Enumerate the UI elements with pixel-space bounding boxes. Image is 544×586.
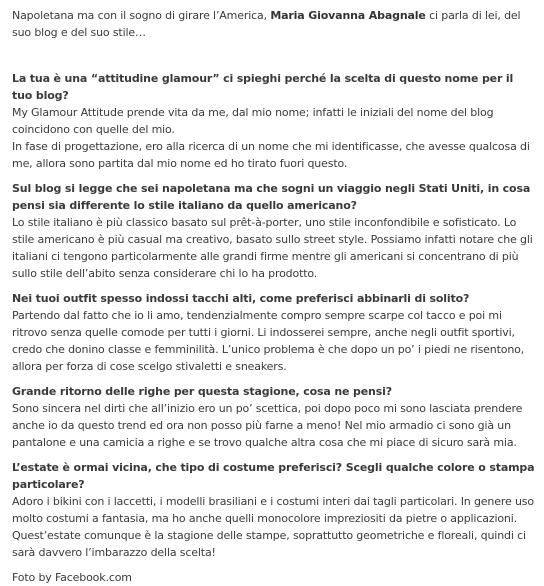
answer-1-paragraph-1: My Glamour Attitude prende vita da me, dal mio nome; infatti le iniziali del nome del blog coincidono con quelle del mio. bbox=[12, 106, 494, 136]
answer-5 bbox=[12, 493, 536, 561]
qa-block-3 bbox=[12, 290, 536, 375]
answer-4 bbox=[12, 400, 536, 451]
intro-text-before: Napoletana ma con il sogno di girare l’America, bbox=[12, 9, 271, 22]
question-1: La tua è una “attitudine glamour” ci spieghi perché la scelta di questo nome per il tuo blog? bbox=[12, 72, 514, 102]
answer-3 bbox=[12, 307, 536, 375]
question-5: L’estate è ormai vicina, che tipo di costume preferisci? Scegli qualche colore o stampa particolare? bbox=[12, 461, 535, 491]
question-4: Grande ritorno delle righe per questa stagione, cosa ne pensi? bbox=[12, 385, 392, 398]
photo-credit: Foto by Facebook.com bbox=[12, 571, 132, 584]
answer-3-paragraph-1: Partendo dal fatto che io li amo, tendenzialmente compro sempre scarpe col tacco e poi mi ritrovo senza quelle comode per tutti i giorni. Li indosserei sempre, anche negli outfit sportivi, credo che donino classe e femminilità. L’unico problema è che dopo un po’ i piedi ne risentono, allora per forza di cose scelgo stivaletti e sneakers. bbox=[12, 309, 525, 373]
article-intro bbox=[12, 7, 536, 41]
answer-1-paragraph-2: In fase di progettazione, ero alla ricerca di un nome che mi identificasse, che avesse qualcosa di me, allora sono partita dal mio nome ed ho tirato fuori questo. bbox=[12, 140, 530, 170]
answer-2-paragraph-1: Lo stile italiano è più classico basato sul prêt-à-porter, uno stile inconfondibile e sofisticato. Lo stile americano è più casual ma creativo, basato sullo street style. Possiamo infatti notare che gli italiani ci tengono particolarmente alle grandi firme mentre gli americani si concentrano di più sullo stile dell’abito senza considerare chi lo ha prodotto. bbox=[12, 216, 533, 280]
answer-4-paragraph-1: Sono sincera nel dirti che all’inizio ero un po’ scettica, poi dopo poco mi sono lasciata prendere anche io da questo trend ed ora non posso più farne a meno! Nel mio armadio ci sono già un pantalone e una camicia a righe e se trovo qualche altra cosa che mi piace di sicuro sarà mia. bbox=[12, 402, 523, 449]
qa-block-4 bbox=[12, 383, 536, 451]
question-3: Nei tuoi outfit spesso indossi tacchi alti, come preferisci abbinarli di solito? bbox=[12, 292, 470, 305]
answer-2 bbox=[12, 214, 536, 282]
blogger-name: Maria Giovanna Abagnale bbox=[270, 9, 426, 22]
question-2: Sul blog si legge che sei napoletana ma che sogni un viaggio negli Stati Uniti, in cosa pensi sia differente lo stile italiano da quello americano? bbox=[12, 182, 531, 212]
answer-1 bbox=[12, 104, 536, 172]
qa-block-5 bbox=[12, 459, 536, 561]
article-body bbox=[12, 7, 536, 586]
intro-text-after: ci parla di lei, del suo blog e del suo stile… bbox=[12, 9, 521, 39]
answer-5-paragraph-1: Adoro i bikini con i laccetti, i modelli brasiliani e i costumi interi dai tagli particolari. In genere uso molto costumi a fantasia, ma ho anche quelli monocolore impreziositi da pietre o applicazioni. Quest’estate comunque è la stagione delle stampe, soprattutto geometriche e floreali, quindi ci sarà davvero l’imbarazzo della scelta! bbox=[12, 495, 534, 559]
qa-block-1 bbox=[12, 70, 536, 172]
qa-block-2 bbox=[12, 180, 536, 282]
